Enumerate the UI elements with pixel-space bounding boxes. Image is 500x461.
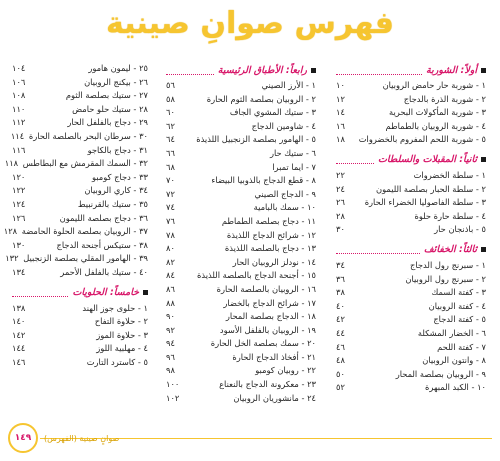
toc-entry-page: ٩٢ xyxy=(166,324,175,335)
toc-entry-page: ١٢ xyxy=(336,93,345,104)
toc-entry[interactable] xyxy=(166,93,316,107)
bullet-square-icon xyxy=(481,247,486,252)
toc-entry-page: ٣٠ xyxy=(336,224,345,235)
toc-entry-page: ٢٨ xyxy=(336,210,345,221)
section-underline xyxy=(336,66,422,75)
toc-entry[interactable] xyxy=(336,106,486,120)
toc-column-middle xyxy=(166,62,316,405)
bullet-square-icon xyxy=(143,290,148,295)
toc-entry[interactable] xyxy=(166,378,316,392)
toc-entry-title: ١ - حلوى جوز الهند xyxy=(82,302,148,313)
toc-entry[interactable] xyxy=(336,259,486,273)
toc-entry-page: ١٠٤ xyxy=(12,63,26,73)
toc-entry-title: ١٣ - دجاج بالصلصة اللذيذة xyxy=(224,243,316,254)
toc-entry-page: ١٤٠ xyxy=(12,316,26,327)
toc-entry[interactable] xyxy=(336,368,486,382)
toc-entry-page: ٨٠ xyxy=(166,243,175,254)
toc-entry[interactable] xyxy=(12,198,148,212)
toc-entry-page: ١٦ xyxy=(336,120,345,131)
toc-entry-title: ٣٠ - سرطان البحر بالصلصة الحارة xyxy=(28,130,148,141)
toc-entry-title: ٤٠ - ستيك بالفلفل الأحمر xyxy=(60,266,148,277)
toc-entry[interactable] xyxy=(12,212,148,226)
toc-entry-page: ٥٠ xyxy=(336,368,345,379)
toc-entry-title: ٦ - الخضار المشكلة xyxy=(417,327,486,338)
toc-entry-page: ١٠٠ xyxy=(166,379,180,390)
bullet-square-icon xyxy=(481,68,486,73)
toc-entry-title: ٢٧ - ستيك بصلصة الثوم xyxy=(65,90,148,101)
toc-entry[interactable] xyxy=(12,144,148,158)
section-heading xyxy=(336,242,486,258)
section-underline xyxy=(12,288,68,297)
toc-entry[interactable] xyxy=(166,133,316,147)
toc-entry-page: ٣٤ xyxy=(336,259,345,270)
toc-entry-title: ١٠ - الكبد المبهرة xyxy=(425,382,486,393)
toc-entry-title: ٤ - كفتة الروبيان xyxy=(428,300,486,311)
toc-entry[interactable] xyxy=(166,310,316,324)
toc-entry-page: ١٤٤ xyxy=(12,343,26,354)
toc-entry-page: ٧٠ xyxy=(166,175,175,186)
toc-entry-title: ٢ - سلطة الحبار بصلصة الليمون xyxy=(376,183,486,194)
toc-entry-title: ٣٦ - دجاج بصلصة الليمون xyxy=(59,212,148,223)
toc-entry-title: ٩ - الروبيان بصلصة المحار xyxy=(395,368,486,379)
toc-entry-title: ٢٦ - بيكنج الروبيان xyxy=(84,76,148,87)
toc-column-right xyxy=(336,62,486,395)
toc-entry-title: ٣ - ستيك المشوي الجاف xyxy=(229,107,316,118)
toc-entry[interactable] xyxy=(166,106,316,120)
toc-entry-page: ٧٤ xyxy=(166,202,175,213)
toc-entry-page: ٨٢ xyxy=(166,256,175,267)
toc-entry[interactable] xyxy=(3,225,148,239)
toc-entry-title: ٩ - الدجاج الصيني xyxy=(254,188,316,199)
toc-entry-page: ٩٨ xyxy=(166,365,175,376)
bullet-square-icon xyxy=(481,157,486,162)
toc-entry-title: ٢٠ - سمك بصلصة الخل الحارة xyxy=(210,338,316,349)
toc-entry-page: ١١٢ xyxy=(12,117,26,128)
toc-entry[interactable] xyxy=(12,356,148,370)
toc-entry[interactable] xyxy=(336,120,486,134)
toc-entry-page: ٩٦ xyxy=(166,351,175,362)
toc-entry-page: ٩٠ xyxy=(166,311,175,322)
toc-entry-title: ٧ - ايما تمبرا xyxy=(272,161,316,172)
section-underline xyxy=(336,155,374,164)
toc-entry-title: ٣١ - دجاج بالكاجو xyxy=(87,144,148,155)
toc-entry-page: ٥٨ xyxy=(166,93,175,104)
toc-entry-title: ١٢ - شرائح الدجاج اللذيذة xyxy=(226,229,316,240)
toc-entry-page: ٤٢ xyxy=(336,314,345,325)
toc-entry[interactable] xyxy=(166,337,316,351)
toc-entry-title: ١٠ - سمك بالبامية xyxy=(253,202,316,213)
toc-entry[interactable] xyxy=(336,381,486,395)
toc-entry-title: ١١ - دجاج بصلصة الطماطم xyxy=(221,215,316,226)
toc-entry[interactable] xyxy=(12,302,148,316)
toc-entry-page: ١١٠ xyxy=(12,103,26,114)
toc-entry[interactable] xyxy=(336,300,486,314)
toc-entry-page: ١٠٢ xyxy=(166,392,180,403)
toc-entry[interactable] xyxy=(336,286,486,300)
toc-entry-page: ٩٤ xyxy=(166,338,175,349)
toc-entry-title: ٥ - الهامور بصلصة الزنجبيل اللذيذة xyxy=(196,134,316,145)
toc-entry-title: ١ - شوربة حار حامض الروبيان xyxy=(382,80,486,90)
toc-entry-title: ٥ - شوربة اللحم المفروم بالخضروات xyxy=(358,134,486,145)
toc-entry-title: ١٦ - الروبيان بالصلصة الحارة xyxy=(216,283,316,294)
toc-entry-title: ٣٨ - ستيكس أجنحة الدجاج xyxy=(56,239,148,250)
toc-entry-page: ١٣٨ xyxy=(12,302,26,313)
toc-entry[interactable] xyxy=(166,297,316,311)
section-heading xyxy=(12,285,148,301)
toc-entry-page: ٤٠ xyxy=(336,300,345,311)
toc-entry-page: ٨٦ xyxy=(166,283,175,294)
toc-entry-page: ٢٦ xyxy=(336,197,345,208)
toc-entry[interactable] xyxy=(336,183,486,197)
toc-entry-title: ١ - سلطة الخضروات xyxy=(413,169,486,180)
toc-entry[interactable] xyxy=(336,79,486,93)
toc-entry-title: ٢٩ - دجاج بالفلفل الحار xyxy=(67,117,148,128)
toc-entry-title: ٣ - كفتة السمك xyxy=(431,287,486,298)
toc-entry-page: ١٣٤ xyxy=(12,266,26,277)
toc-entry-page: ١٢٢ xyxy=(12,185,26,196)
toc-entry-page: ١٤٦ xyxy=(12,356,26,367)
toc-entry-title: ٣٩ - الهامور المقلي بصلصة الزنجبيل xyxy=(23,253,148,264)
toc-entry[interactable] xyxy=(166,174,316,188)
toc-entry-title: ٥ - باذنجان حار xyxy=(434,224,486,235)
section-heading xyxy=(166,62,316,78)
toc-entry-page: ١٠٦ xyxy=(12,76,26,87)
toc-entry[interactable] xyxy=(166,79,316,93)
toc-entry[interactable] xyxy=(12,62,148,76)
toc-entry-page: ٦٨ xyxy=(166,161,175,172)
toc-entry-title: ٥ - كفتة الدجاج xyxy=(433,314,486,325)
toc-entry-page: ٢٢ xyxy=(336,169,345,180)
toc-entry-page: ٦٦ xyxy=(166,147,175,158)
toc-entry-title: ١٤ - نودلز الروبيان الحار xyxy=(232,256,316,267)
toc-entry[interactable] xyxy=(12,329,148,343)
toc-entry[interactable] xyxy=(166,283,316,297)
toc-entry-title: ٣٤ - كاري الروبيان xyxy=(84,185,148,196)
toc-entry[interactable] xyxy=(336,313,486,327)
toc-entry-page: ٨٤ xyxy=(166,270,175,281)
toc-entry-title: ٣٣ - دجاج كومبو xyxy=(91,171,148,182)
toc-entry-page: ١٢٨ xyxy=(3,226,18,237)
section-title: ثالثاً: الخفائف xyxy=(423,244,477,256)
toc-entry-page: ٥٦ xyxy=(166,80,175,90)
toc-entry-title: ١ - سبرنج رول الدجاج xyxy=(410,259,486,270)
toc-entry[interactable] xyxy=(336,223,486,237)
toc-entry-page: ٦٤ xyxy=(166,134,175,145)
toc-entry-page: ٤٤ xyxy=(336,327,345,338)
toc-entry[interactable] xyxy=(12,130,148,144)
toc-entry[interactable] xyxy=(336,133,486,147)
toc-column-left xyxy=(3,62,148,369)
toc-entry[interactable] xyxy=(12,184,148,198)
page-number: ١٤٩ xyxy=(8,423,38,453)
toc-entry[interactable] xyxy=(12,239,148,253)
toc-entry-page: ٦٢ xyxy=(166,120,175,131)
page-title: فهرس صوانِ صينية xyxy=(105,6,394,41)
toc-entry[interactable] xyxy=(12,266,148,280)
toc-entry-page: ١٠ xyxy=(336,80,345,90)
toc-entry-page: ١٤٢ xyxy=(12,329,26,340)
page-footer xyxy=(8,423,119,453)
toc-entry-page: ١٨ xyxy=(336,134,345,145)
toc-entry-title: ٢ - سبرنج رول الروبيان xyxy=(405,273,486,284)
toc-entry[interactable] xyxy=(166,215,316,229)
toc-entry-title: ٤ - سلطة حارة حلوة xyxy=(414,210,486,221)
toc-entry[interactable] xyxy=(336,169,486,183)
toc-entry[interactable] xyxy=(166,392,316,406)
toc-entry-page: ٢٤ xyxy=(336,183,345,194)
toc-entry-title: ٣ - حلاوة الموز xyxy=(96,329,148,340)
toc-entry-title: ٢١ - أفخاذ الدجاج الحارة xyxy=(232,351,316,362)
toc-entry-title: ٤ - مهلبية اللوز xyxy=(96,343,148,354)
toc-entry-title: ٣٧ - الروبيان بصلصة الحلوة الحامضة xyxy=(21,226,148,237)
toc-entry-title: ٣٥ - ستيك بالقرنبيط xyxy=(77,198,148,209)
toc-entry-title: ٤ - شاومين الدجاج xyxy=(251,120,316,131)
toc-entry-page: ١٠٨ xyxy=(12,90,26,101)
toc-entry[interactable] xyxy=(336,210,486,224)
toc-entry[interactable] xyxy=(12,89,148,103)
toc-entry[interactable] xyxy=(166,256,316,270)
toc-entry[interactable] xyxy=(336,196,486,210)
toc-entry[interactable] xyxy=(12,315,148,329)
toc-entry-page: ٥٢ xyxy=(336,382,345,393)
toc-entry[interactable] xyxy=(166,147,316,161)
toc-entry-title: ٦ - ستيك حار xyxy=(270,147,316,158)
toc-entry-title: ٢ - شوربة الذرة بالدجاج xyxy=(403,93,486,104)
toc-entry-page: ٧٦ xyxy=(166,215,175,226)
toc-entry-page: ١٤ xyxy=(336,107,345,118)
toc-entry-page: ٣٨ xyxy=(336,287,345,298)
section-underline xyxy=(336,245,420,254)
toc-entry-page: ١٢٤ xyxy=(12,198,26,209)
toc-entry-title: ٨ - قطع الدجاج بالذوبيا البيضاء xyxy=(211,175,316,186)
section-title: خامساً: الحلويات xyxy=(72,287,139,298)
toc-entry-page: ٤٨ xyxy=(336,355,345,366)
toc-entry-title: ٣٢ - السمك المقرمش مع البطاطس xyxy=(22,158,148,169)
toc-entry-title: ٢٨ - ستيك حلو حامض xyxy=(72,103,148,114)
toc-entry-title: ٢٤ - مانشوريان الروبيان xyxy=(233,392,316,403)
toc-entry[interactable] xyxy=(336,273,486,287)
toc-entry-page: ١٣٢ xyxy=(5,253,19,264)
toc-entry-title: ٢ - الروبيان بصلصة الثوم الحارة xyxy=(206,93,316,104)
toc-entry-title: ١٥ - أجنحة الدجاج بالصلصة اللذيذة xyxy=(197,270,316,281)
toc-entry-title: ١٨ - الدجاج بصلصة المحار xyxy=(225,311,316,322)
toc-entry-page: ٧٨ xyxy=(166,229,175,240)
toc-entry-title: ٨ - وانتون الروبيان xyxy=(422,355,486,366)
toc-entry-page: ٨٨ xyxy=(166,297,175,308)
toc-entry[interactable] xyxy=(166,201,316,215)
toc-entry[interactable] xyxy=(166,269,316,283)
toc-entry[interactable] xyxy=(12,103,148,117)
toc-entry[interactable] xyxy=(166,188,316,202)
section-heading xyxy=(336,62,486,78)
toc-entry-title: ١٩ - الروبيان بالفلفل الأسود xyxy=(219,324,316,335)
toc-entry[interactable] xyxy=(4,157,148,171)
toc-entry[interactable] xyxy=(166,161,316,175)
toc-entry-title: ٤ - شوربة الروبيان بالطماطم xyxy=(385,120,486,131)
toc-entry[interactable] xyxy=(12,342,148,356)
section-underline xyxy=(166,66,214,75)
toc-entry-title: ٧ - كفتة اللحم xyxy=(437,341,486,352)
toc-entry-page: ١١٨ xyxy=(4,158,19,169)
toc-entry[interactable] xyxy=(336,93,486,107)
toc-entry[interactable] xyxy=(166,229,316,243)
section-title: ثانياً: المقبلات والسلطات xyxy=(377,154,477,166)
toc-entry[interactable] xyxy=(5,252,148,266)
toc-entry[interactable] xyxy=(166,324,316,338)
section-title: أولاً: الشوربة xyxy=(426,64,477,76)
toc-entry-title: ٢ - حلاوة التفاح xyxy=(94,316,148,327)
toc-entry-page: ٤٦ xyxy=(336,341,345,352)
footer-text: صوانٍ صينية (الفهرس) xyxy=(44,433,120,443)
toc-entry-page: ١١٦ xyxy=(12,144,26,155)
toc-entry[interactable] xyxy=(12,76,148,90)
toc-entry-title: ١ - الأرز الصيني xyxy=(261,80,316,90)
toc-entry-title: ١٧ - شرائح الدجاج بالخضار xyxy=(223,297,316,308)
toc-entry-page: ١٢٦ xyxy=(12,212,26,223)
toc-entry[interactable] xyxy=(166,351,316,365)
section-heading xyxy=(336,152,486,168)
toc-entry-page: ٣٦ xyxy=(336,273,345,284)
toc-entry[interactable] xyxy=(166,364,316,378)
toc-entry[interactable] xyxy=(166,242,316,256)
toc-entry-page: ١٢٠ xyxy=(12,171,26,182)
toc-entry[interactable] xyxy=(166,120,316,134)
toc-entry-title: ٥ - كاسترد التارت xyxy=(86,356,148,367)
toc-entry-page: ١١٤ xyxy=(10,130,25,141)
section-title: رابعاً: الأطباق الرئيسية xyxy=(217,64,307,76)
toc-entry[interactable] xyxy=(12,116,148,130)
bullet-square-icon xyxy=(311,68,316,73)
toc-entry[interactable] xyxy=(12,171,148,185)
toc-entry[interactable] xyxy=(336,354,486,368)
toc-entry-page: ١٣٠ xyxy=(12,239,26,250)
toc-entry-title: ٢٥ - ليمون هامور xyxy=(88,63,148,73)
toc-entry[interactable] xyxy=(336,341,486,355)
toc-entry-title: ٢٢ - روبيان كومبو xyxy=(255,365,316,376)
toc-entry[interactable] xyxy=(336,327,486,341)
toc-entry-title: ٣ - سلطة الفاصوليا الخضراء الحارة xyxy=(364,197,486,208)
toc-entry-title: ٢٣ - معكرونة الدجاج بالنعناع xyxy=(219,379,316,390)
toc-entry-page: ٧٢ xyxy=(166,188,175,199)
toc-entry-title: ٣ - شوربة المأكولات البحرية xyxy=(389,107,486,118)
toc-entry-page: ٦٠ xyxy=(166,107,175,118)
